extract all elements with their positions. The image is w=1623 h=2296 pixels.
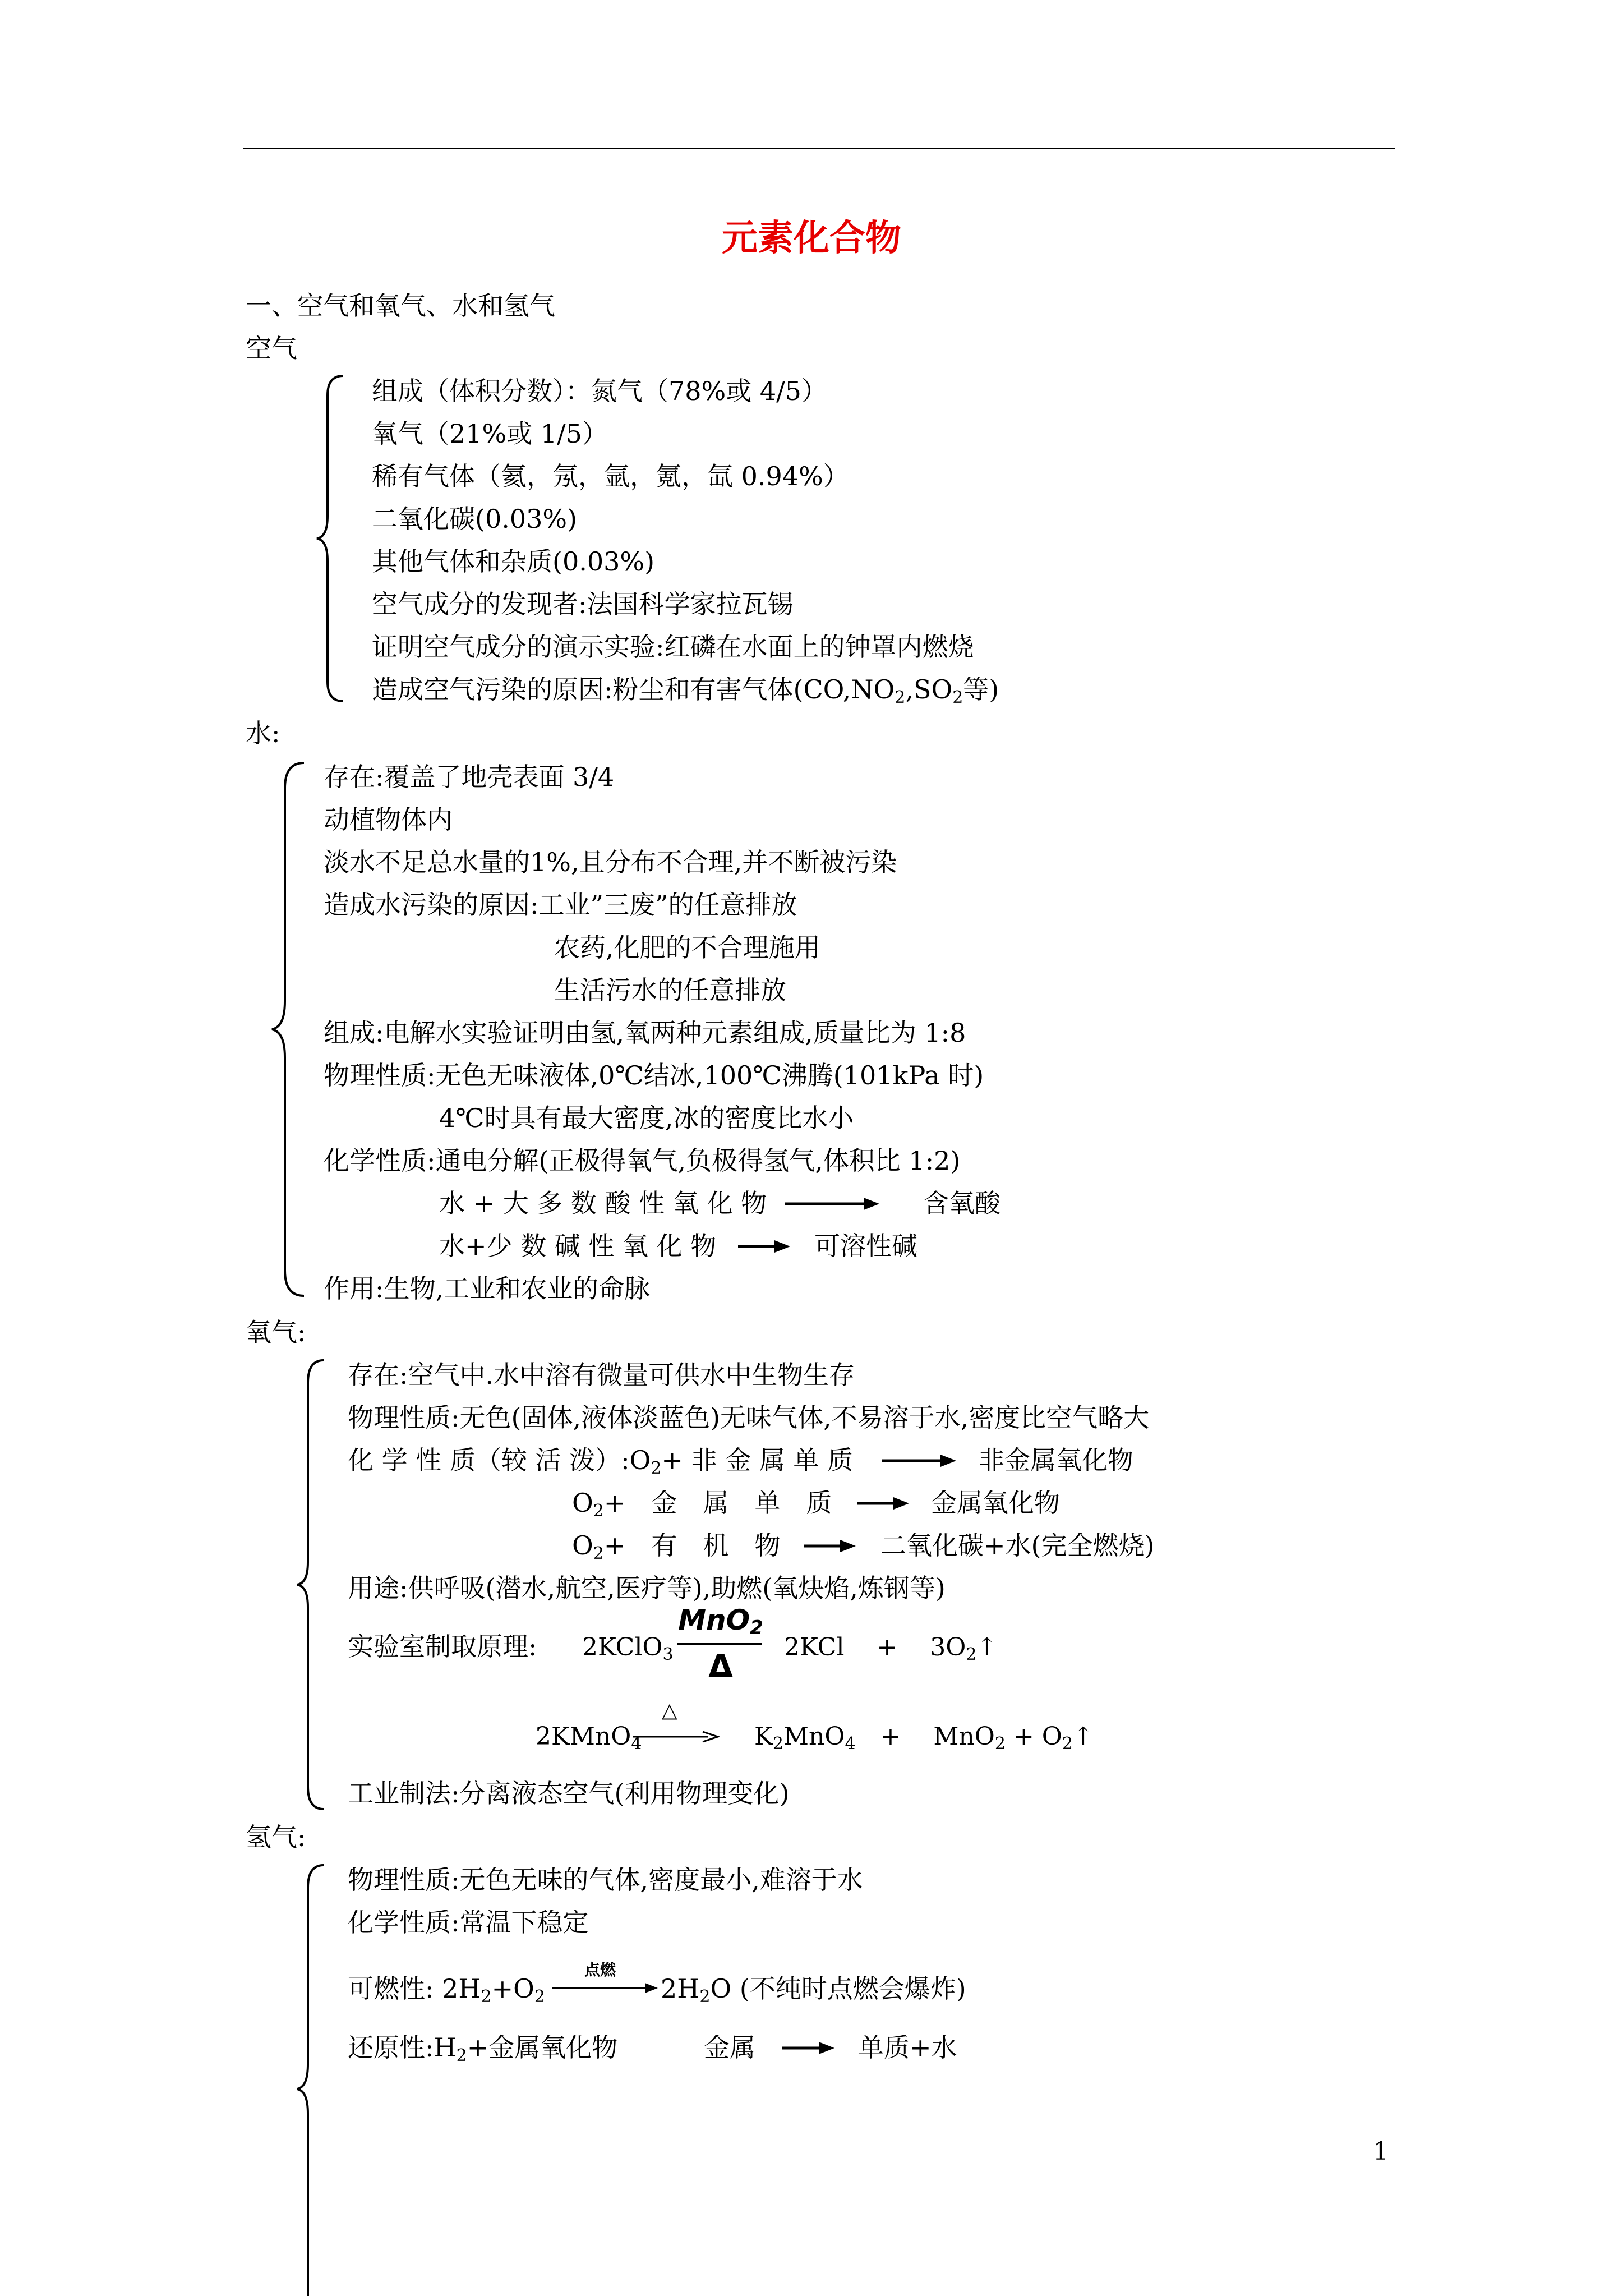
page-title: 元素化合物 [722, 217, 901, 259]
air-brace [314, 373, 348, 704]
water-organisms: 动植物体内 [324, 804, 453, 835]
oxygen-lab-reaction1-products: 2KCl + $3O_2↑$ [784, 1633, 998, 1664]
heat-condition-label: △ [662, 1699, 677, 1722]
oxygen-chem-organic: $O_2+$ 有 机 物 [572, 1530, 781, 1563]
air-item-other: 其他气体和杂质(0.03%) [372, 546, 655, 577]
right-arrow-icon [633, 1729, 720, 1744]
air-item-pollution: 造成空气污染的原因:粉尘和有害气体($CO,NO_2,SO_2$等) [372, 674, 999, 707]
section-heading: 一、空气和氧气、水和氢气 [246, 291, 555, 321]
water-freshwater: 淡水不足总水量的1%,且分布不合理,并不断被污染 [324, 847, 897, 877]
right-arrow-icon [552, 1981, 659, 1995]
oxygen-lab-reaction2-reactant: 2KMnO$_4$ [536, 1722, 642, 1754]
oxygen-industrial: 工业制法:分离液态空气(利用物理变化) [348, 1778, 790, 1809]
right-arrow-icon [782, 2040, 836, 2056]
oxygen-chem-metal: $O_2+$ 金 属 单 质 [572, 1488, 832, 1521]
hydrogen-reduction-metal: 金属 [704, 2032, 755, 2063]
oxygen-brace [294, 1358, 328, 1812]
hydrogen-combustion-product: $2H_2O$ (不纯时点燃会爆炸) [661, 1973, 966, 2007]
water-composition: 组成:电解水实验证明由氢,氧两种元素组成,质量比为 1:8 [324, 1018, 966, 1048]
oxygen-lab-label: 实验室制取原理: [348, 1631, 537, 1662]
oxygen-lab-reaction2-products: $K_2MnO_4$ + $MnO_2 + O_2↑$ [754, 1722, 1094, 1754]
right-arrow-icon [804, 1538, 857, 1554]
hydrogen-reduction-product: 单质+水 [858, 2032, 957, 2063]
oxygen-chem-organic-product: 二氧化碳+水(完全燃烧) [880, 1530, 1155, 1561]
hydrogen-physical: 物理性质:无色无味的气体,密度最小,难溶于水 [348, 1865, 863, 1895]
water-reaction-acid-product: 含氧酸 [923, 1188, 1000, 1218]
catalyst-label: MnO$_2$ [678, 1604, 763, 1639]
water-chemical: 化学性质:通电分解(正极得氧气,负极得氢气,体积比 1:2) [324, 1145, 961, 1176]
air-item-noble-gas: 稀有气体（氦，氖，氩，氪，氙 0.94%） [372, 461, 849, 491]
header-rule [243, 148, 1395, 149]
hydrogen-reduction: 还原性$:H_2+$金属氧化物 [348, 2032, 618, 2065]
reaction-bar [677, 1643, 762, 1645]
hydrogen-combustion: 可燃性: $2H_2+O_2$ [348, 1973, 545, 2007]
water-heading: 水: [246, 718, 280, 748]
water-pollution-domestic: 生活污水的任意排放 [554, 975, 786, 1005]
air-item-experiment: 证明空气成分的演示实验:红磷在水面上的钟罩内燃烧 [372, 632, 974, 662]
water-physical: 物理性质:无色无味液体,0℃结冰,100℃沸腾(101kPa 时) [324, 1060, 984, 1091]
hydrogen-brace [294, 1862, 328, 2296]
water-pollution-agri: 农药,化肥的不合理施用 [554, 932, 820, 963]
oxygen-chem-nonmetal-product: 非金属氧化物 [979, 1445, 1133, 1475]
right-arrow-icon [785, 1195, 880, 1212]
air-item-co2: 二氧化碳(0.03%) [372, 504, 578, 534]
water-pollution-cause: 造成水污染的原因:工业”三废”的任意排放 [324, 890, 797, 920]
water-reaction-base: 水+少 数 碱 性 氧 化 物 [439, 1231, 717, 1261]
air-item-oxygen: 氧气（21%或 1/5） [372, 418, 608, 449]
air-item-discoverer: 空气成分的发现者:法国科学家拉瓦锡 [372, 589, 794, 619]
water-use: 作用:生物,工业和农业的命脉 [324, 1273, 651, 1304]
right-arrow-icon [857, 1495, 910, 1512]
air-item-composition: 组成（体积分数）：氮气（78%或 4/5） [372, 376, 827, 406]
oxygen-chem-nonmetal: 化 学 性 质（较 活 泼）$:O_2+$ 非 金 属 单 质 [348, 1445, 854, 1478]
hydrogen-heading: 氢气: [246, 1822, 306, 1852]
page-number: 1 [1373, 2137, 1389, 2166]
heat-condition-label: Δ [708, 1648, 733, 1685]
water-exist: 存在:覆盖了地壳表面 3/4 [324, 762, 615, 792]
water-brace [269, 760, 308, 1299]
oxygen-heading: 氧气: [246, 1317, 306, 1347]
water-density: 4℃时具有最大密度,冰的密度比水小 [439, 1103, 854, 1133]
oxygen-physical: 物理性质:无色(固体,液体淡蓝色)无味气体,不易溶于水,密度比空气略大 [348, 1402, 1150, 1433]
oxygen-lab-reaction1-reactant: 2KClO$_3$ [582, 1633, 674, 1664]
hydrogen-chemical: 化学性质:常温下稳定 [348, 1907, 589, 1938]
oxygen-use: 用途:供呼吸(潜水,航空,医疗等),助燃(氧炔焰,炼钢等) [348, 1573, 946, 1603]
oxygen-chem-metal-product: 金属氧化物 [931, 1488, 1060, 1518]
water-reaction-base-product: 可溶性碱 [814, 1231, 917, 1261]
ignition-condition-label: 点燃 [584, 1961, 616, 1979]
air-heading: 空气 [246, 333, 297, 364]
right-arrow-icon [882, 1452, 957, 1469]
water-reaction-acid: 水 + 大 多 数 酸 性 氧 化 物 [439, 1188, 767, 1218]
right-arrow-icon [738, 1238, 791, 1255]
oxygen-exist: 存在:空气中.水中溶有微量可供水中生物生存 [348, 1360, 855, 1390]
